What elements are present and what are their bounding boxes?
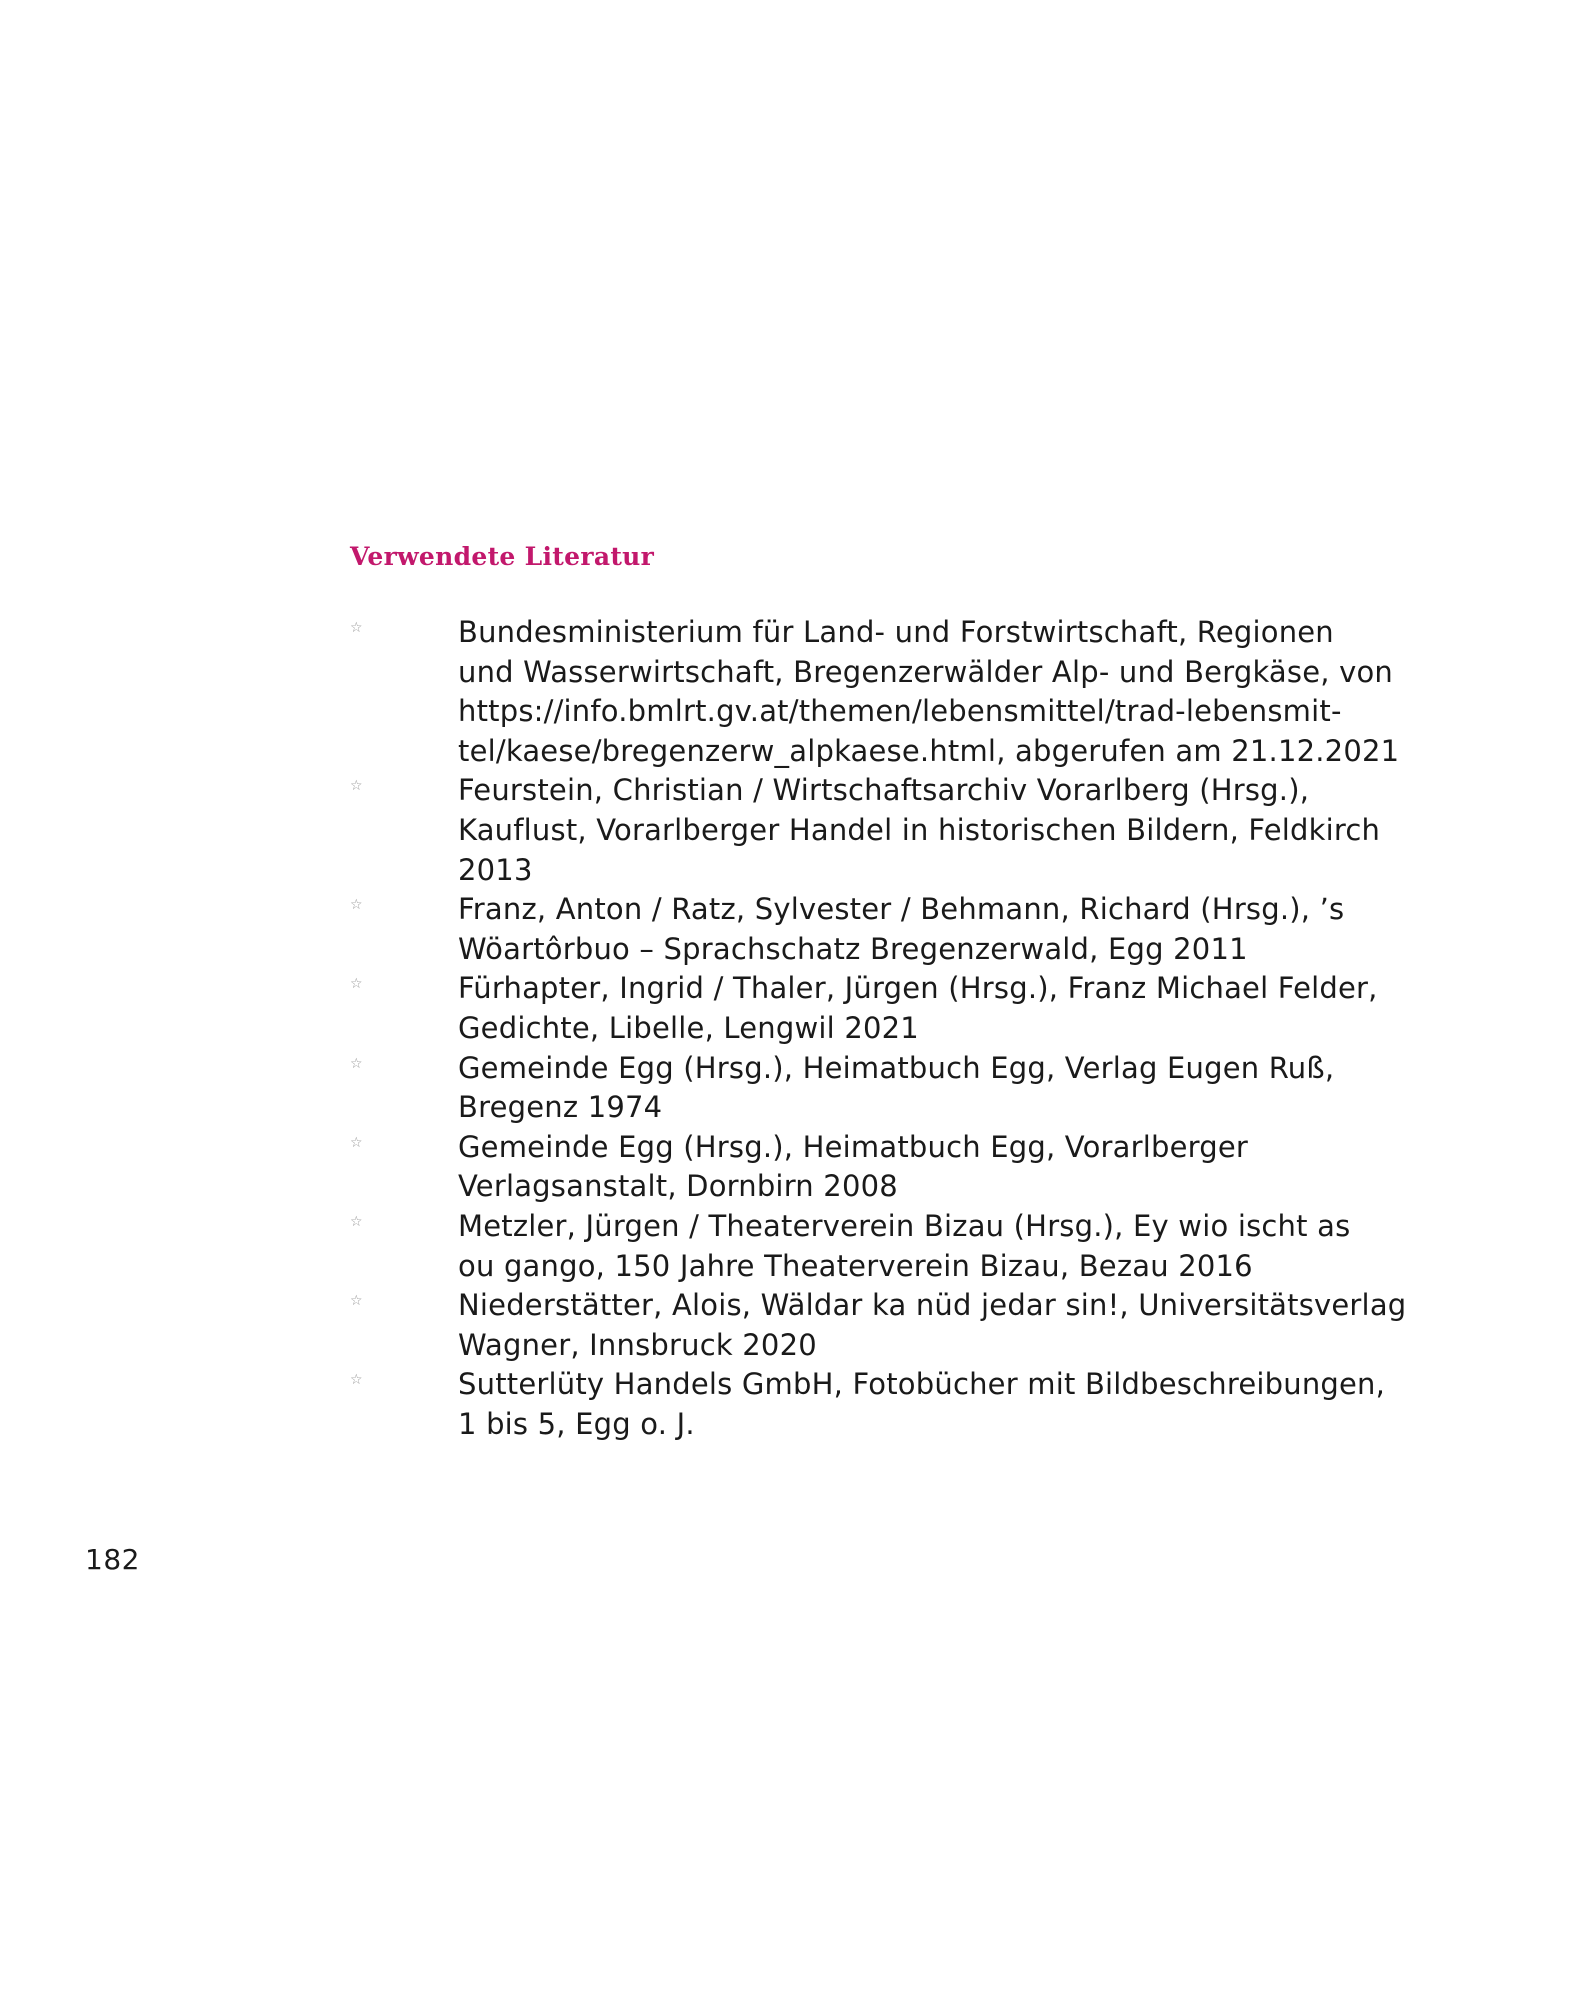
star-bullet-icon: ☆ (350, 1372, 363, 1389)
reference-item (350, 1207, 1410, 1286)
reference-line: tel/kaese/bregenzerw_alpkaese.html, abgerufen am 21.12.2021 (458, 733, 1400, 768)
reference-line: Fürhapter, Ingrid / Thaler, Jürgen (Hrsg.), Franz Michael Felder, (458, 971, 1378, 1006)
star-bullet-icon: ☆ (350, 1134, 363, 1151)
section-heading: Verwendete Literatur (350, 542, 655, 571)
reference-line: Feurstein, Christian / Wirtschaftsarchiv Vorarlberg (Hrsg.), (458, 773, 1310, 808)
reference-line: Gemeinde Egg (Hrsg.), Heimatbuch Egg, Verlag Eugen Ruß, (458, 1050, 1335, 1085)
star-bullet-icon: ☆ (350, 778, 363, 795)
reference-line: Bundesministerium für Land- und Forstwirtschaft, Regionen (458, 615, 1334, 649)
reference-line: Metzler, Jürgen / Theaterverein Bizau (Hrsg.), Ey wio ischt as (458, 1208, 1351, 1243)
reference-line: 2013 (458, 852, 533, 887)
reference-item (350, 613, 1410, 771)
reference-line: Franz, Anton / Ratz, Sylvester / Behmann, Richard (Hrsg.), ’s (458, 892, 1345, 927)
reference-item (350, 1286, 1410, 1365)
reference-line: Verlagsanstalt, Dornbirn 2008 (458, 1169, 898, 1204)
reference-line: Wöartôrbuo – Sprachschatz Bregenzerwald, Egg 2011 (458, 931, 1248, 966)
star-bullet-icon: ☆ (350, 897, 363, 914)
star-bullet-icon: ☆ (350, 976, 363, 993)
reference-item (350, 1049, 1410, 1128)
star-bullet-icon: ☆ (350, 620, 363, 636)
reference-line: Sutterlüty Handels GmbH, Fotobücher mit Bildbeschreibungen, (458, 1367, 1386, 1402)
reference-item (350, 771, 1410, 890)
reference-line: Kauflust, Vorarlberger Handel in historischen Bildern, Feldkirch (458, 812, 1381, 847)
reference-item (350, 890, 1410, 969)
reference-list (350, 613, 1410, 1444)
reference-line: Gemeinde Egg (Hrsg.), Heimatbuch Egg, Vorarlberger (458, 1129, 1249, 1164)
reference-item (350, 1128, 1410, 1207)
page-number: 182 (85, 1543, 140, 1576)
star-bullet-icon: ☆ (350, 1055, 363, 1072)
reference-item (350, 1365, 1410, 1444)
reference-line: https://info.bmlrt.gv.at/themen/lebensmittel/trad-lebensmit- (458, 694, 1342, 729)
reference-line: ou gango, 150 Jahre Theaterverein Bizau, Bezau 2016 (458, 1248, 1253, 1283)
reference-line: Niederstätter, Alois, Wäldar ka nüd jedar sin!, Universitätsverlag (458, 1288, 1407, 1323)
star-bullet-icon: ☆ (350, 1213, 363, 1230)
reference-line: Bregenz 1974 (458, 1090, 663, 1125)
reference-line: und Wasserwirtschaft, Bregenzerwälder Alp- und Bergkäse, von (458, 654, 1393, 689)
reference-line: 1 bis 5, Egg o. J. (458, 1406, 695, 1441)
reference-item (350, 969, 1410, 1048)
star-bullet-icon: ☆ (350, 1293, 363, 1310)
reference-line: Gedichte, Libelle, Lengwil 2021 (458, 1010, 919, 1045)
reference-line: Wagner, Innsbruck 2020 (458, 1327, 817, 1362)
